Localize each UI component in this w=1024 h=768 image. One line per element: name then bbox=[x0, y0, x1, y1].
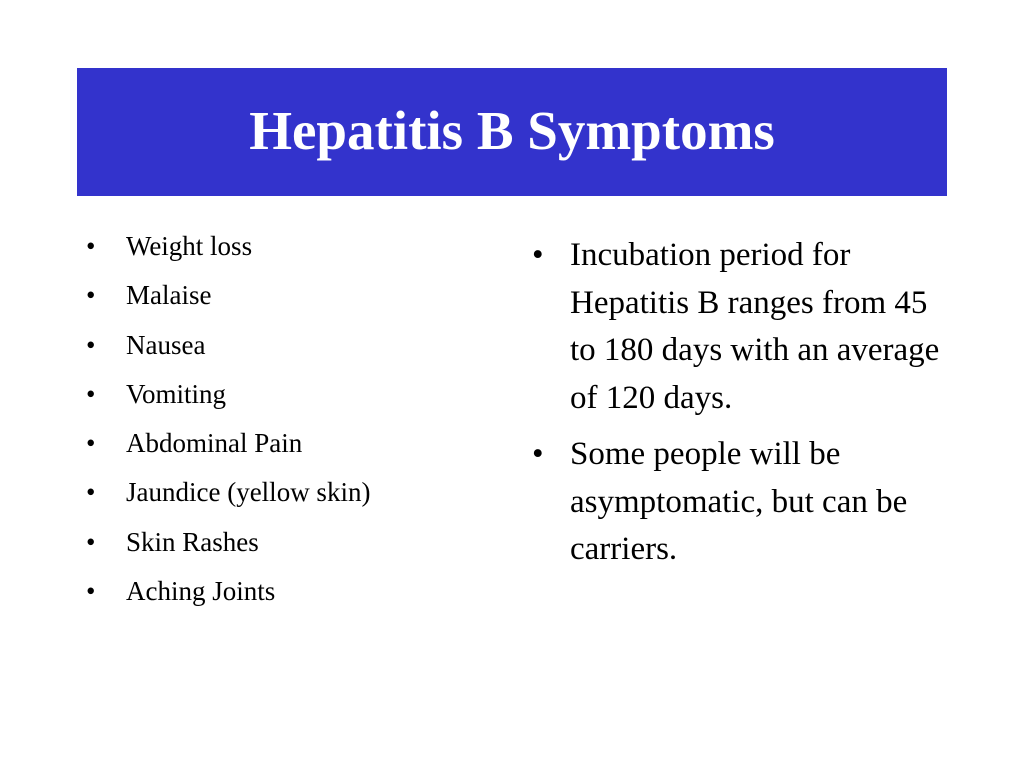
list-item-text: Skin Rashes bbox=[126, 526, 259, 557]
bullet-icon: • bbox=[86, 526, 96, 557]
list-item-text: Aching Joints bbox=[126, 576, 276, 607]
info-list bbox=[532, 232, 952, 574]
list-item-text: Some people will be asymptomatic, but can be carriers. bbox=[570, 436, 908, 567]
bullet-icon: • bbox=[86, 428, 96, 459]
bullet-icon: • bbox=[86, 231, 96, 261]
list-item bbox=[86, 526, 486, 575]
list-item-text: Vomiting bbox=[126, 378, 227, 409]
list-item bbox=[532, 232, 952, 422]
list-item-text: Weight loss bbox=[126, 231, 253, 261]
list-item bbox=[86, 230, 486, 279]
incubation-info-column bbox=[532, 232, 952, 583]
list-item bbox=[86, 427, 486, 476]
list-item-text: Jaundice (yellow skin) bbox=[126, 477, 371, 508]
list-item bbox=[532, 431, 952, 574]
list-item-text: Incubation period for Hepatitis B ranges from 45 to 180 days with an average of 120 days. bbox=[570, 237, 940, 416]
list-item-text: Malaise bbox=[126, 280, 212, 311]
bullet-icon: • bbox=[86, 329, 96, 360]
bullet-icon: • bbox=[86, 378, 96, 409]
bullet-icon: • bbox=[86, 280, 96, 311]
bullet-icon: • bbox=[532, 237, 544, 273]
symptom-list-column bbox=[86, 230, 486, 624]
bullet-icon: • bbox=[532, 436, 544, 472]
title-banner bbox=[77, 68, 947, 196]
list-item bbox=[86, 575, 486, 624]
symptom-list bbox=[86, 230, 486, 624]
list-item bbox=[86, 476, 486, 525]
list-item-text: Abdominal Pain bbox=[126, 428, 303, 459]
list-item bbox=[86, 329, 486, 378]
bullet-icon: • bbox=[86, 576, 96, 607]
bullet-icon: • bbox=[86, 477, 96, 508]
list-item bbox=[86, 378, 486, 427]
list-item-text: Nausea bbox=[126, 329, 206, 360]
list-item bbox=[86, 279, 486, 328]
slide-title: Hepatitis B Symptoms bbox=[249, 99, 775, 161]
